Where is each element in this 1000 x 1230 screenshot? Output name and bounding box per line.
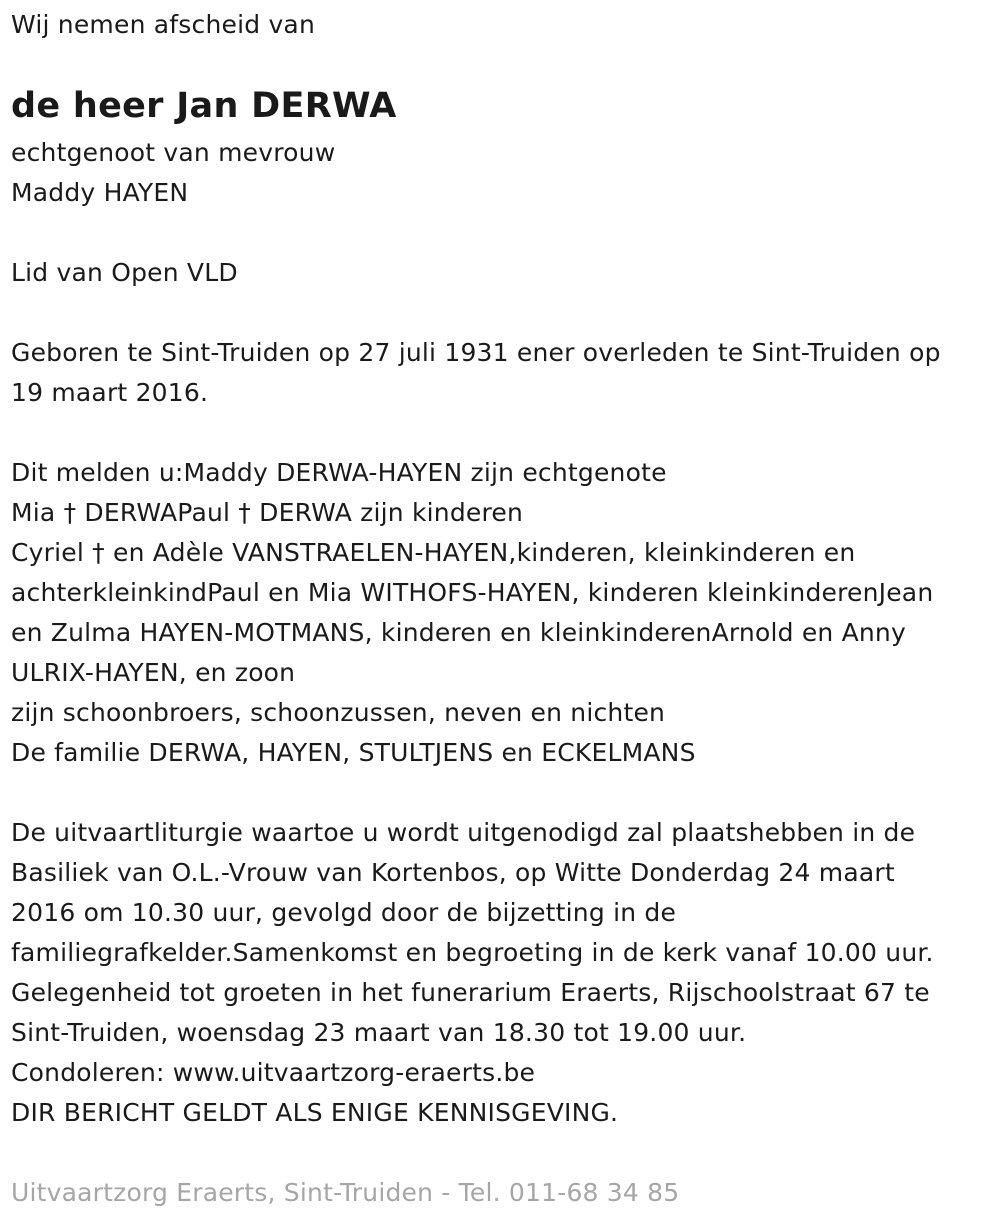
family-line: Dit melden u:Maddy DERWA-HAYEN zijn echtgenote [11, 458, 667, 487]
funeral-line: Sint-Truiden, woensdag 23 maart van 18.30 tot 19.00 uur. [11, 1018, 747, 1047]
membership-block [11, 253, 993, 293]
membership-text: Lid van Open VLD [11, 258, 238, 287]
birth-death-line: 19 maart 2016. [11, 378, 209, 407]
birth-death-block [11, 333, 993, 413]
spouse-line: echtgenoot van mevrouw [11, 138, 336, 167]
funeral-line: Basiliek van O.L.-Vrouw van Kortenbos, op Witte Donderdag 24 maart [11, 858, 895, 887]
funeral-info-block [11, 813, 993, 1133]
funeral-line: familiegrafkelder.Samenkomst en begroeting in de kerk vanaf 10.00 uur. [11, 938, 934, 967]
spouse-block [11, 133, 993, 213]
family-line: achterkleinkindPaul en Mia WITHOFS-HAYEN, kinderen kleinkinderenJean [11, 578, 934, 607]
family-line: De familie DERWA, HAYEN, STULTJENS en ECKELMANS [11, 738, 696, 767]
condolence-line: Condoleren: www.uitvaartzorg-eraerts.be [11, 1058, 536, 1087]
notice-disclaimer: DIR BERICHT GELDT ALS ENIGE KENNISGEVING. [11, 1098, 619, 1127]
family-line: Mia † DERWAPaul † DERWA zijn kinderen [11, 498, 524, 527]
deceased-name: de heer Jan DERWA [11, 86, 397, 126]
funeral-line: 2016 om 10.30 uur, gevolgd door de bijzetting in de [11, 898, 677, 927]
family-line: Cyriel † en Adèle VANSTRAELEN-HAYEN,kinderen, kleinkinderen en [11, 538, 856, 567]
family-line: zijn schoonbroers, schoonzussen, neven en nichten [11, 698, 666, 727]
funeral-line: Gelegenheid tot groeten in het funerarium Eraerts, Rijschoolstraat 67 te [11, 978, 930, 1007]
family-line: ULRIX-HAYEN, en zoon [11, 658, 296, 687]
intro-text: Wij nemen afscheid van [11, 10, 315, 39]
spouse-name: Maddy HAYEN [11, 178, 189, 207]
funeral-home-footer: Uitvaartzorg Eraerts, Sint-Truiden - Tel. 011-68 34 85 [11, 1178, 680, 1207]
family-line: en Zulma HAYEN-MOTMANS, kinderen en kleinkinderenArnold en Anny [11, 618, 906, 647]
birth-death-line: Geboren te Sint-Truiden op 27 juli 1931 ener overleden te Sint-Truiden op [11, 338, 941, 367]
funeral-line: De uitvaartliturgie waartoe u wordt uitgenodigd zal plaatshebben in de [11, 818, 916, 847]
family-block [11, 453, 993, 773]
